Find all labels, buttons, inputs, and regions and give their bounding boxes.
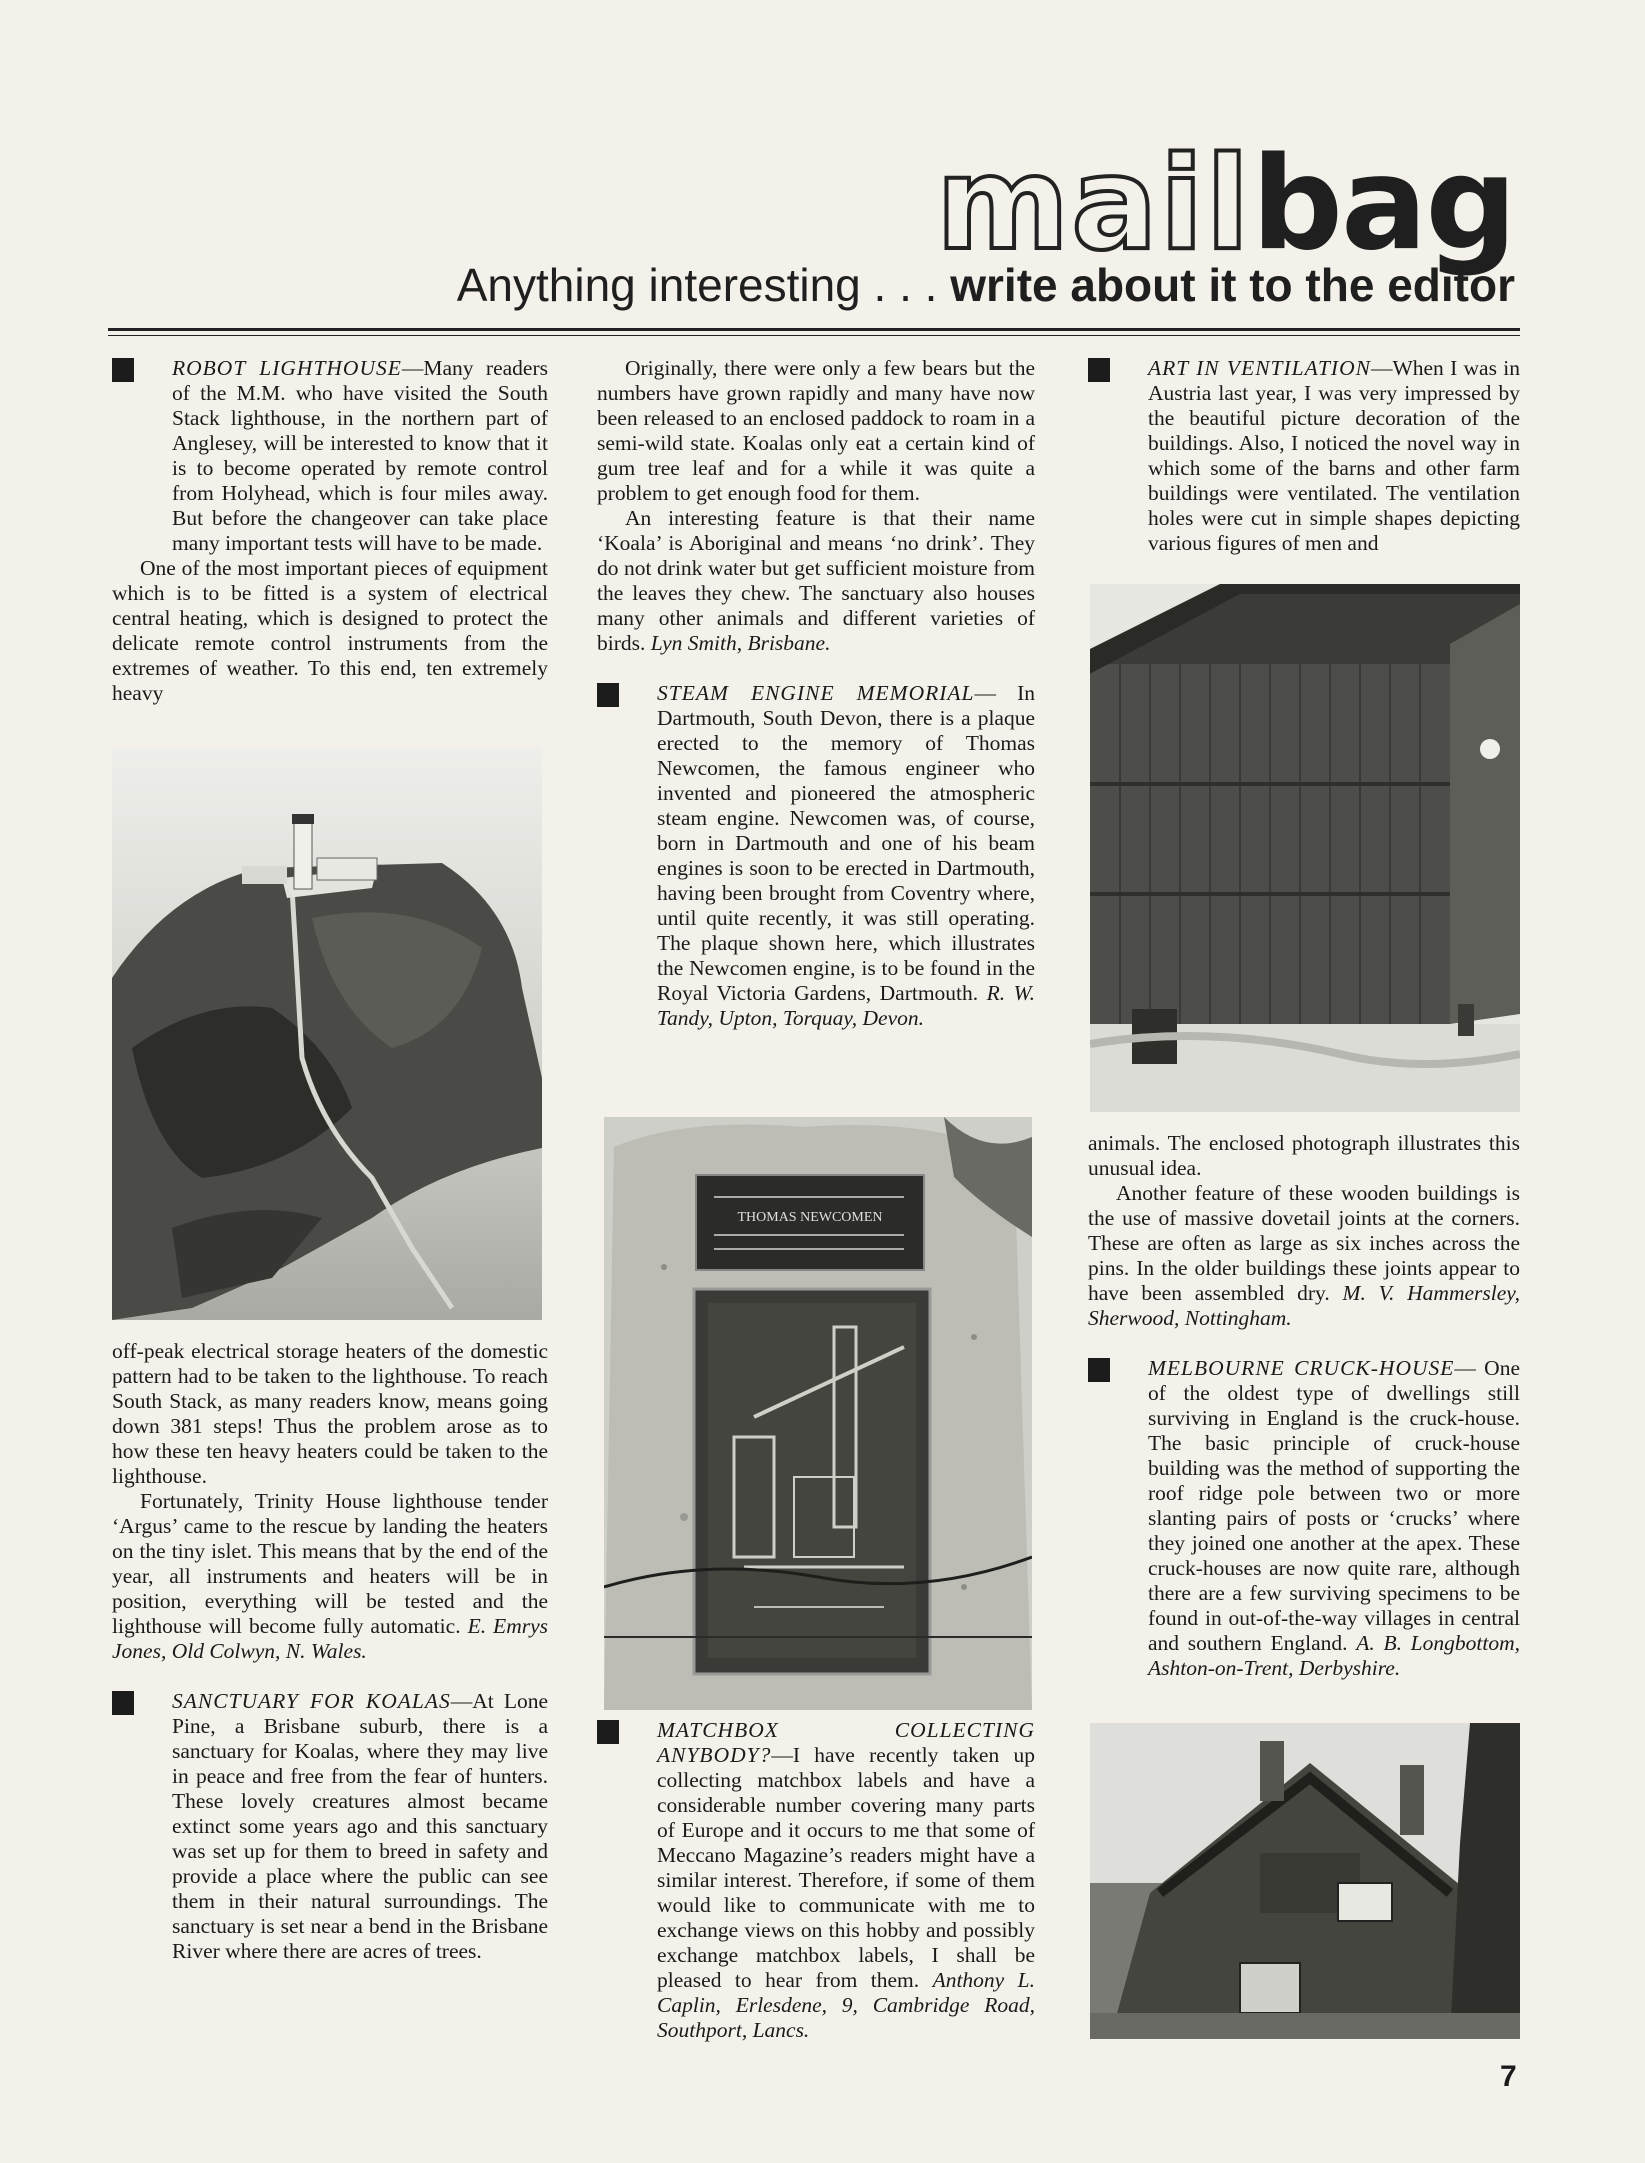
letter-robot-lighthouse bbox=[112, 356, 548, 556]
paragraph: One of the most important pieces of equipment which is to be fitted is a system of electrical central heating, which is designed to protect the delicate remote control instruments from the extremes of weather. To this end, ten extremely heavy bbox=[112, 556, 548, 705]
page-number: 7 bbox=[1500, 2060, 1517, 2093]
letter-signature: R. W. Tandy, Upton, Torquay, Devon. bbox=[657, 981, 1035, 1030]
letter-body: — One of the oldest type of dwellings still surviving in England is the cruck-house. The basic principle of cruck-house building was the method of supporting the roof ridge pole between two or more slanting pairs of posts or ‘crucks’ where they joined one another at the apex. These cruck-houses are now quite rare, although there are a few surviving specimens to be found in out-of-the-way villages in central and southern England. bbox=[1148, 1356, 1520, 1655]
letter-steam-engine-memorial bbox=[597, 681, 1035, 1031]
letter-heading: MATCHBOX COLLECTING ANYBODY? bbox=[657, 1718, 1035, 1767]
bullet-icon bbox=[597, 1720, 619, 1744]
paragraph: animals. The enclosed photograph illustrates this unusual idea. bbox=[1088, 1131, 1520, 1180]
paragraph: An interesting feature is that their name ‘Koala’ is Aboriginal and means ‘no drink’. They do not drink water but get sufficient moisture from the leaves they chew. The sanctuary also houses many other animals and different varieties of birds. Lyn Smith, Brisbane. bbox=[597, 506, 1035, 655]
column-2-top bbox=[597, 356, 1035, 1031]
letter-body: —I have recently taken up collecting matchbox labels and have a considerable number covering many parts of Europe and it occurs to me that some of Meccano Magazine’s readers might have a similar interest. Therefore, if some of them would like to communicate with me to exchange views on this hobby and possibly exchange matchbox labels, I shall be pleased to hear from them. bbox=[657, 1743, 1035, 1992]
column-3-bottom bbox=[1088, 1131, 1520, 1681]
letter-signature: Lyn Smith, Brisbane. bbox=[650, 631, 831, 655]
letter-heading: ROBOT LIGHTHOUSE bbox=[172, 356, 402, 380]
masthead-solid-word: bag bbox=[1251, 130, 1515, 279]
column-1-top bbox=[112, 356, 548, 706]
lighthouse-photo bbox=[112, 748, 542, 1320]
tagline-bold: write about it to the editor bbox=[950, 259, 1515, 311]
letter-art-in-ventilation bbox=[1088, 356, 1520, 556]
letter-body: —Many readers of the M.M. who have visited the South Stack lighthouse, in the northern part of Anglesey, will be interested to know that it is to become operated by remote control from Holyhead, which is four miles away. But before the changeover can take place many important tests will have to be made. bbox=[172, 356, 548, 555]
header-rule bbox=[108, 328, 1520, 331]
bullet-icon bbox=[112, 358, 134, 382]
paragraph: Another feature of these wooden buildings is the use of massive dovetail joints at the corners. These are often as large as six inches across the pins. In the older buildings these joints appear to have been assembled dry. M. V. Hammersley, Sherwood, Nottingham. bbox=[1088, 1181, 1521, 1330]
bullet-icon bbox=[1088, 358, 1110, 382]
austrian-barn-photo bbox=[1090, 584, 1520, 1112]
letter-signature: A. B. Longbottom, Ashton-on-Trent, Derbyshire. bbox=[1148, 1631, 1520, 1680]
letter-heading: SANCTUARY FOR KOALAS bbox=[172, 1689, 451, 1713]
bullet-icon bbox=[1088, 1358, 1110, 1382]
letter-heading: STEAM ENGINE MEMORIAL bbox=[657, 681, 975, 705]
paragraph: Fortunately, Trinity House lighthouse tender ‘Argus’ came to the rescue by landing the heaters on the tiny islet. This means that by the end of the year, all instruments and heaters will be in position, everything will be tested and the lighthouse will become fully automatic. E. Emrys Jones, Old Colwyn, N. Wales. bbox=[112, 1489, 548, 1663]
letter-heading: ART IN VENTILATION bbox=[1148, 356, 1371, 380]
letter-body: —When I was in Austria last year, I was very impressed by the beautiful picture decoration of the buildings. Also, I noticed the novel way in which some of the barns and other farm buildings were ventilated. The ventilation holes were cut in simple shapes depicting various figures of men and bbox=[1148, 356, 1520, 555]
letter-melbourne-cruck-house bbox=[1088, 1356, 1520, 1681]
letter-signature: E. Emrys Jones, Old Colwyn, N. Wales. bbox=[112, 1614, 548, 1663]
bullet-icon bbox=[112, 1691, 134, 1715]
letter-matchbox-collecting bbox=[597, 1718, 1035, 2043]
letter-sanctuary-koalas bbox=[112, 1689, 548, 1964]
column-1-bottom bbox=[112, 1339, 548, 1964]
masthead-outline-word: mail bbox=[935, 130, 1252, 279]
letter-signature: M. V. Hammersley, Sherwood, Nottingham. bbox=[1088, 1281, 1521, 1330]
column-2-bottom bbox=[597, 1718, 1035, 2043]
letter-body: — In Dartmouth, South Devon, there is a plaque erected to the memory of Thomas Newcomen, the famous engineer who invented and pioneered the atmospheric steam engine. Newcomen was, of course, born in Dartmouth and one of his beam engines is soon to be erected in Dartmouth, having been brought from Coventry where, until quite recently, it was still operating. The plaque shown here, which illustrates the Newcomen engine, is to be found in the Royal Victoria Gardens, Dartmouth. bbox=[657, 681, 1035, 1005]
paragraph: Originally, there were only a few bears but the numbers have grown rapidly and many have now been released to an enclosed paddock to roam in a semi-wild state. Koalas only eat a certain kind of gum tree leaf and for a while it was quite a problem to get enough food for them. bbox=[597, 356, 1035, 505]
paragraph: off-peak electrical storage heaters of the domestic pattern had to be taken to the lighthouse. To reach South Stack, as many readers know, means going down 381 steps! Thus the problem arose as to how these ten heavy heaters could be taken to the lighthouse. bbox=[112, 1339, 548, 1488]
column-3-top bbox=[1088, 356, 1520, 556]
cruck-house-photo bbox=[1090, 1723, 1520, 2039]
bullet-icon bbox=[597, 683, 619, 707]
newcomen-plaque-photo bbox=[604, 1117, 1032, 1710]
tagline-lead: Anything interesting . . . bbox=[456, 259, 951, 311]
letter-body: —At Lone Pine, a Brisbane suburb, there is a sanctuary for Koalas, where they may live in peace and free from the fear of hunters. These lovely creatures almost became extinct some years ago and this sanctuary was set up for them to breed in safety and provide a place where the public can see them in their natural surroundings. The sanctuary is set near a bend in the Brisbane River where there are acres of trees. bbox=[172, 1689, 548, 1963]
letter-signature: Anthony L. Caplin, Erlesdene, 9, Cambridge Road, Southport, Lancs. bbox=[657, 1968, 1036, 2042]
plaque-name-text: THOMAS NEWCOMEN bbox=[737, 1210, 883, 1225]
header-rule-thin bbox=[108, 335, 1520, 336]
tagline bbox=[0, 258, 1515, 312]
masthead bbox=[0, 130, 1515, 279]
letter-heading: MELBOURNE CRUCK-HOUSE bbox=[1148, 1356, 1455, 1380]
